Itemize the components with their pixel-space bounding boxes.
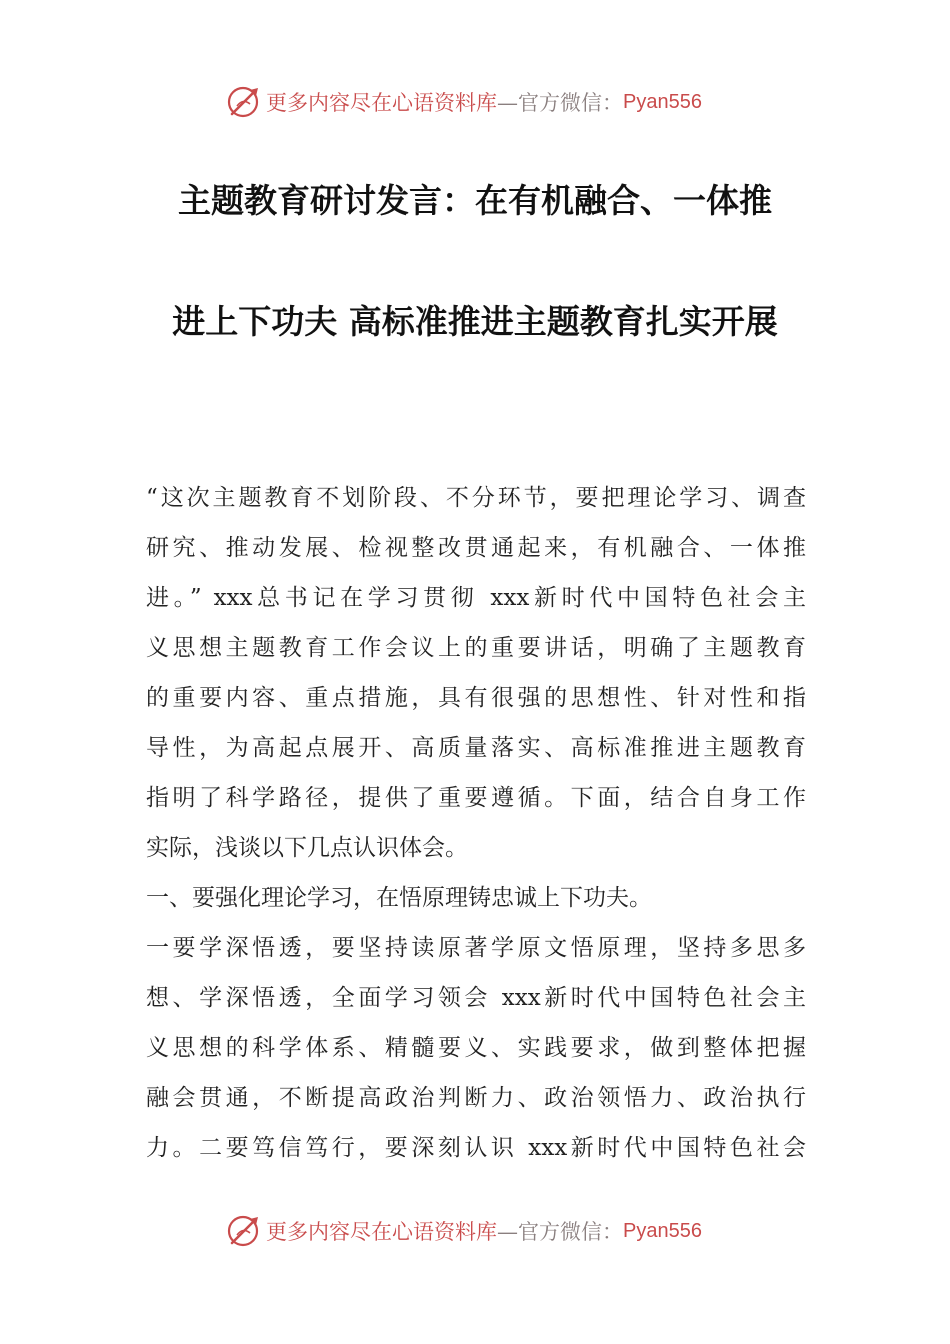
footer-wechat-id: Pyan556 — [623, 1219, 702, 1242]
document-body — [146, 473, 806, 1173]
footer-watermark-banner — [226, 1211, 702, 1251]
body-line: 导性，为高起点展开、高质量落实、高标准推进主题教育 — [146, 735, 806, 761]
body-line: 的重要内容、重点措施，具有很强的思想性、针对性和指 — [146, 685, 806, 711]
body-line: 进。” xxx总书记在学习贯彻 xxx新时代中国特色社会主 — [146, 585, 806, 611]
document-title-line-2: 进上下功夫 高标准推进主题教育扎实开展 — [172, 302, 778, 341]
footer-brand-text: 更多内容尽在心语资料库 — [266, 1220, 497, 1244]
body-line: 实际，浅谈以下几点认识体会。 — [146, 835, 468, 861]
pen-logo-icon — [226, 1213, 262, 1249]
footer-official-label: —官方微信： — [497, 1220, 623, 1244]
header-watermark-banner — [226, 82, 702, 122]
body-line: 研究、推动发展、检视整改贯通起来，有机融合、一体推 — [146, 535, 806, 561]
section-heading: 一、要强化理论学习，在悟原理铸忠诚上下功夫。 — [146, 885, 652, 911]
header-brand-text: 更多内容尽在心语资料库 — [266, 91, 497, 115]
header-wechat-id: Pyan556 — [623, 90, 702, 113]
body-line: 想、学深悟透，全面学习领会 xxx新时代中国特色社会主 — [146, 985, 806, 1011]
document-title-line-1: 主题教育研讨发言：在有机融合、一体推 — [178, 181, 772, 220]
pen-logo-icon — [226, 84, 262, 120]
body-line: 义思想主题教育工作会议上的重要讲话，明确了主题教育 — [146, 635, 806, 661]
header-official-label: —官方微信： — [497, 91, 623, 115]
body-line: “这次主题教育不划阶段、不分环节，要把理论学习、调查 — [146, 485, 806, 511]
body-line: 指明了科学路径，提供了重要遵循。下面，结合自身工作 — [146, 785, 806, 811]
body-line: 一要学深悟透，要坚持读原著学原文悟原理，坚持多思多 — [146, 935, 806, 961]
body-line: 融会贯通，不断提高政治判断力、政治领悟力、政治执行 — [146, 1085, 806, 1111]
body-line: 义思想的科学体系、精髓要义、实践要求，做到整体把握 — [146, 1035, 806, 1061]
body-line: 力。二要笃信笃行，要深刻认识 xxx新时代中国特色社会 — [146, 1135, 806, 1161]
